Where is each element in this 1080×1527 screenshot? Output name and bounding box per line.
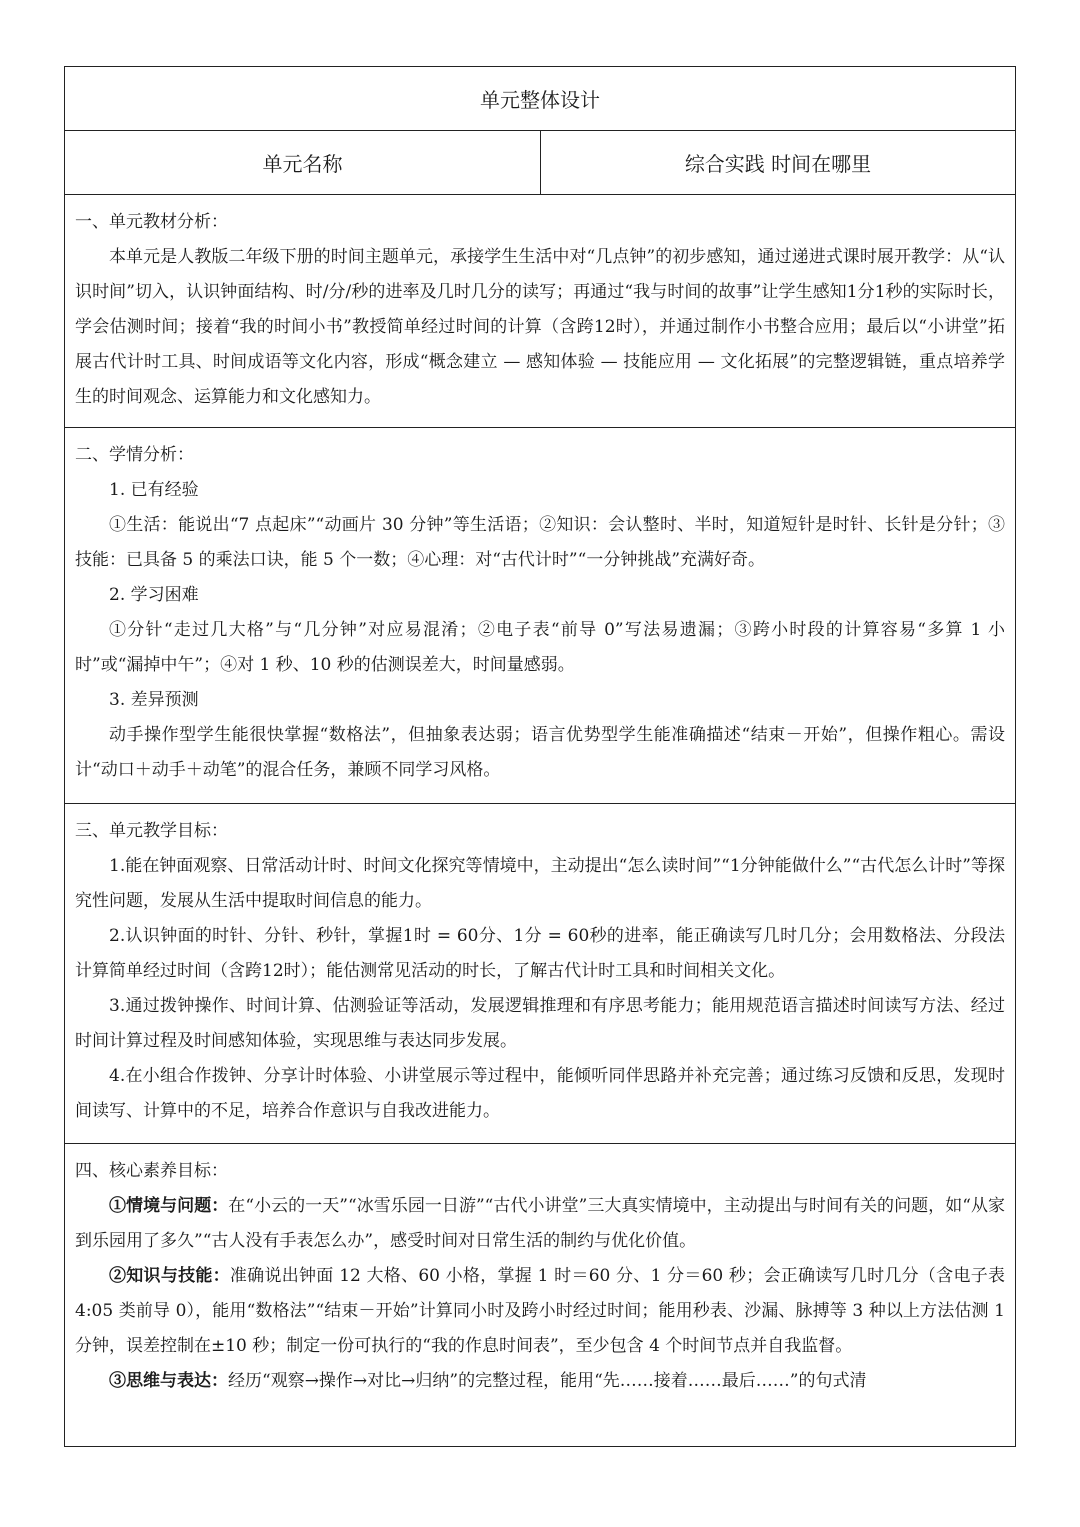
section-teaching-goals bbox=[65, 804, 1015, 1144]
paragraph: ①生活：能说出“7 点起床”“动画片 30 分钟”等生活语；②知识：会认整时、半时，知道短针是时针、长针是分针；③技能：已具备 5 的乘法口诀，能 5 个一数；④心理：对“古代计时”“一分钟挑战”充满好奇。 bbox=[75, 515, 1005, 570]
unit-name-row bbox=[65, 131, 1015, 195]
paragraph: 本单元是人教版二年级下册的时间主题单元，承接学生生活中对“几点钟”的初步感知，通过递进式课时展开教学：从“认识时间”切入，认识钟面结构、时/分/秒的进率及几时几分的读写；再通过“我与时间的故事”让学生感知1分1秒的实际时长，学会估测时间；接着“我的时间小书”教授简单经过时间的计算（含跨12时），并通过制作小书整合应用；最后以“小讲堂”拓展古代计时工具、时间成语等文化内容，形成“概念建立 — 感知体验 — 技能应用 — 文化拓展”的完整逻辑链，重点培养学生的时间观念、运算能力和文化感知力。 bbox=[75, 247, 1005, 407]
item-lead: ②知识与技能： bbox=[109, 1266, 230, 1286]
paragraph bbox=[75, 1364, 1005, 1399]
section-heading: 一、单元教材分析： bbox=[75, 212, 228, 232]
item-lead: ①情境与问题： bbox=[109, 1196, 229, 1216]
paragraph: 2.认识钟面的时针、分针、秒针，掌握1时 = 60分、1分 = 60秒的进率，能正确读写几时几分；会用数格法、分段法计算简单经过时间（含跨12时）；能估测常见活动的时长，了解古代计时工具和时间相关文化。 bbox=[75, 926, 1005, 981]
paragraph: ①分针“走过几大格”与“几分钟”对应易混淆；②电子表“前导 0”写法易遗漏；③跨小时段的计算容易“多算 1 小时”或“漏掉中午”；④对 1 秒、10 秒的估测误差大，时间量感弱。 bbox=[75, 620, 1005, 675]
item-text: 经历“观察→操作→对比→归纳”的完整过程，能用“先……接着……最后……”的句式清 bbox=[228, 1371, 867, 1391]
table-title-text: 单元整体设计 bbox=[480, 88, 600, 112]
table-title bbox=[65, 67, 1015, 131]
section-heading: 二、学情分析： bbox=[75, 445, 194, 465]
paragraph: 1.能在钟面观察、日常活动计时、时间文化探究等情境中，主动提出“怎么读时间”“1分钟能做什么”“古代怎么计时”等探究性问题，发展从生活中提取时间信息的能力。 bbox=[75, 856, 1005, 911]
paragraph: 3.通过拨钟操作、时间计算、估测验证等活动，发展逻辑推理和有序思考能力；能用规范语言描述时间读写方法、经过时间计算过程及时间感知体验，实现思维与表达同步发展。 bbox=[75, 996, 1005, 1051]
paragraph: 4.在小组合作拨钟、分享计时体验、小讲堂展示等过程中，能倾听同伴思路并补充完善；通过练习反馈和反思，发现时间读写、计算中的不足，培养合作意识与自我改进能力。 bbox=[75, 1066, 1005, 1121]
item-text: 准确说出钟面 12 大格、60 小格，掌握 1 时＝60 分、1 分＝60 秒；会正确读写几时几分（含电子表 4:05 类前导 0），能用“数格法”“结束－开始”计算同小时及跨小时经过时间；能用秒表、沙漏、脉搏等 3 种以上方法估测 1 分钟，误差控制在±10 秒；制定一份可执行的“我的作息时间表”，至少包含 4 个时间节点并自我监督。 bbox=[75, 1266, 1005, 1356]
section-material-analysis bbox=[65, 195, 1015, 428]
section-heading: 三、单元教学目标： bbox=[75, 821, 228, 841]
design-table bbox=[64, 66, 1016, 1447]
unit-name-value: 综合实践 时间在哪里 bbox=[684, 152, 872, 176]
item-text: 在“小云的一天”“冰雪乐园一日游”“古代小讲堂”三大真实情境中，主动提出与时间有关的问题，如“从家到乐园用了多久”“古人没有手表怎么办”，感受时间对日常生活的制约与优化价值。 bbox=[75, 1196, 1006, 1251]
section-student-analysis bbox=[65, 428, 1015, 804]
paragraph: 动手操作型学生能很快掌握“数格法”，但抽象表达弱；语言优势型学生能准确描述“结束－开始”，但操作粗心。需设计“动口＋动手＋动笔”的混合任务，兼顾不同学习风格。 bbox=[75, 725, 1005, 780]
sub-heading: 1. 已有经验 bbox=[109, 480, 199, 500]
unit-name-label: 单元名称 bbox=[65, 131, 541, 194]
sub-heading: 3. 差异预测 bbox=[109, 690, 199, 710]
item-lead: ③思维与表达： bbox=[109, 1371, 228, 1391]
paragraph bbox=[75, 1189, 1005, 1259]
sub-heading: 2. 学习困难 bbox=[109, 585, 199, 605]
section-heading: 四、核心素养目标： bbox=[75, 1161, 228, 1181]
section-core-literacy bbox=[65, 1144, 1015, 1446]
paragraph bbox=[75, 1259, 1005, 1364]
